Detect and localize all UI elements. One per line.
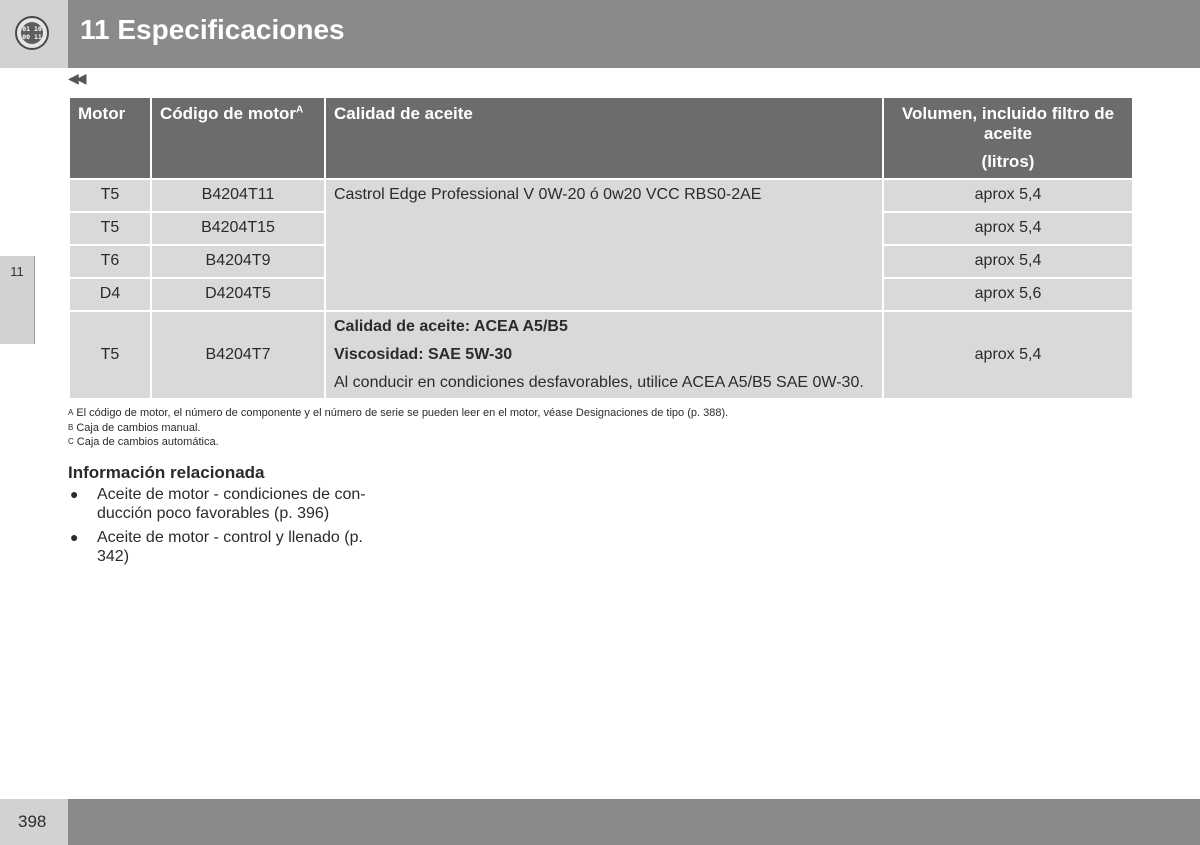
side-tab-label: 11 bbox=[10, 264, 24, 279]
cell-volume: aprox 5,4 bbox=[884, 312, 1132, 398]
oil-viscosity-spec: Viscosidad: SAE 5W-30 bbox=[334, 346, 513, 363]
cell-volume: aprox 5,4 bbox=[884, 213, 1132, 244]
oil-adverse-conditions-note: Al conducir en condiciones desfavorables, utilice ACEA A5/B5 SAE 0W-30. bbox=[334, 374, 864, 391]
related-link-text: Aceite de motor - control y llenado (p. 342) bbox=[97, 529, 363, 565]
table-row bbox=[70, 180, 1132, 211]
table-header-row bbox=[70, 98, 1132, 178]
header-volume-unit: (litros) bbox=[981, 152, 1035, 171]
header-motor: Motor bbox=[70, 98, 150, 178]
chapter-side-tab[interactable] bbox=[0, 256, 35, 344]
bullet-icon: ● bbox=[70, 529, 79, 545]
cell-motor: T5 bbox=[70, 312, 150, 398]
cell-motor: D4 bbox=[70, 279, 150, 310]
header-oil-quality: Calidad de aceite bbox=[326, 98, 882, 178]
clock-line-1: 01 10 bbox=[22, 25, 42, 33]
cell-oil-quality-shared: Castrol Edge Professional V 0W-20 ó 0w20 VCC RBS0-2AE bbox=[326, 180, 882, 310]
page-footer bbox=[0, 799, 1200, 845]
cell-motor: T5 bbox=[70, 213, 150, 244]
cell-oil-quality bbox=[326, 312, 882, 398]
related-list bbox=[68, 485, 388, 566]
footnote-a: A El código de motor, el número de componente y el número de serie se pueden leer en el motor, véase Designaciones de tipo (p. 388). bbox=[68, 407, 729, 419]
footnote-ref-a[interactable]: A bbox=[295, 104, 304, 116]
footer-page-area bbox=[0, 799, 68, 845]
back-arrows-icon[interactable]: ◀◀ bbox=[68, 70, 84, 86]
page-number: 398 bbox=[18, 812, 47, 831]
header-volume bbox=[884, 98, 1132, 178]
cell-engine-code: B4204T11 bbox=[152, 180, 324, 211]
chapter-title: 11 Especificaciones bbox=[80, 14, 345, 45]
related-information bbox=[68, 463, 388, 571]
table-row bbox=[70, 312, 1132, 398]
cell-engine-code: B4204T15 bbox=[152, 213, 324, 244]
footnote-b: B Caja de cambios manual. bbox=[68, 421, 201, 434]
related-title: Información relacionada bbox=[68, 463, 265, 482]
header-volume-text: Volumen, incluido filtro de aceite bbox=[901, 104, 1115, 143]
footnotes bbox=[68, 406, 728, 450]
cell-volume: aprox 5,4 bbox=[884, 246, 1132, 277]
related-link-check-and-fill[interactable] bbox=[68, 528, 388, 566]
oil-spec-table bbox=[68, 96, 1134, 400]
related-link-adverse-conditions[interactable] bbox=[68, 485, 388, 523]
footnote-c: C Caja de cambios automática. bbox=[68, 436, 219, 448]
cell-engine-code: B4204T9 bbox=[152, 246, 324, 277]
page-header bbox=[0, 0, 1200, 68]
header-engine-code: Código de motor$^A$ bbox=[152, 98, 324, 178]
related-link-text: Aceite de motor - condiciones de con- ducción poco favorables (p. 396) bbox=[97, 486, 366, 522]
cell-motor: T6 bbox=[70, 246, 150, 277]
clock-line-2: 00 11 bbox=[22, 33, 42, 41]
chapter-clock-icon bbox=[15, 16, 49, 50]
cell-volume: aprox 5,4 bbox=[884, 180, 1132, 211]
cell-engine-code: B4204T7 bbox=[152, 312, 324, 398]
cell-engine-code: D4204T5 bbox=[152, 279, 324, 310]
cell-motor: T5 bbox=[70, 180, 150, 211]
clock-face bbox=[21, 22, 43, 44]
bullet-icon: ● bbox=[70, 486, 79, 502]
cell-volume: aprox 5,6 bbox=[884, 279, 1132, 310]
oil-quality-spec: Calidad de aceite: ACEA A5/B5 bbox=[334, 318, 568, 335]
header-icon-area bbox=[0, 0, 68, 68]
